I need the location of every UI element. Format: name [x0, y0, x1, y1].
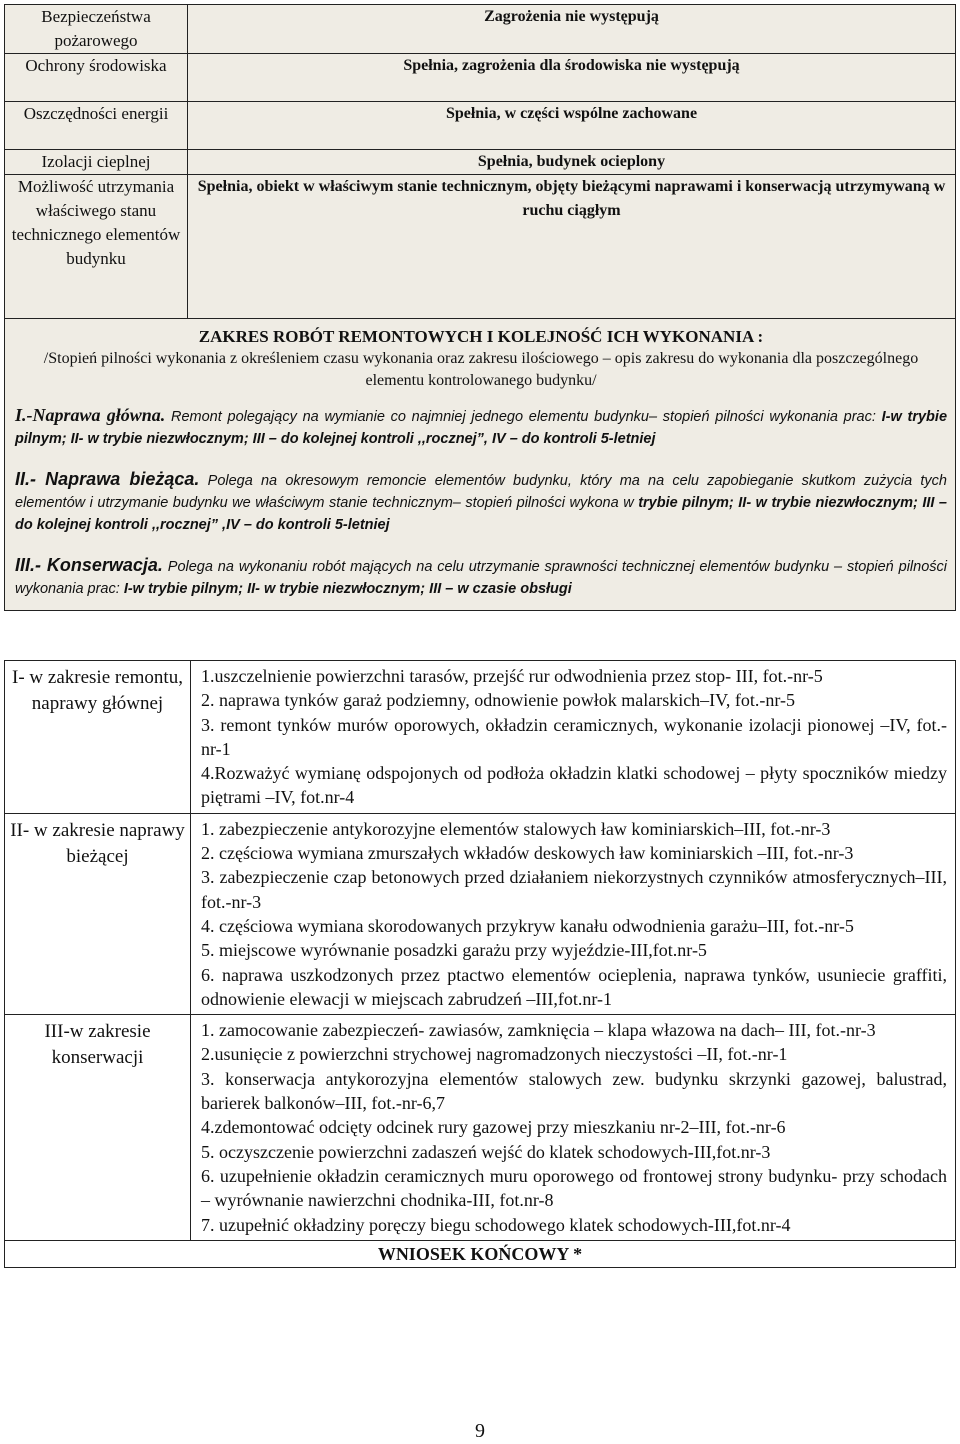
technical-requirements-table	[4, 4, 956, 611]
table-row	[5, 5, 956, 54]
works-category-label: III-w zakresie konserwacji	[5, 1015, 191, 1241]
list-item: 1. zamocowanie zabezpieczeń- zawiasów, zamknięcia – klapa włazowa na dach– III, fot.-nr-3	[201, 1020, 876, 1041]
list-item: 6. naprawa uszkodzonych przez ptactwo elementów ocieplenia, naprawa tynków, usuniecie graffiti, odnowienie elewacji w miejscach zabrudzeń –III,fot.nr-1	[201, 964, 947, 1009]
list-item: 4.Rozważyć wymianę odspojonych od podłoża okładzin klatki schodowej – płyty spoczników miedzy piętrami –IV, fot.nr-4	[201, 763, 947, 808]
list-item: 4. częściowa wymiana skorodowanych przykryw kanału odwodnienia garażu–III, fot.-nr-5	[201, 915, 854, 936]
list-item: 5. miejscowe wyrównanie posadzki garażu przy wyjeździe-III,fot.nr-5	[201, 940, 707, 961]
category-heading: II.- Naprawa bieżąca.	[15, 469, 200, 489]
table-row	[5, 1015, 956, 1241]
requirement-label: Ochrony środowiska	[5, 54, 188, 102]
list-item: 5. oczyszczenie powierzchni zadaszeń wejść do klatek schodowych-III,fot.nr-3	[201, 1141, 771, 1162]
scope-title: ZAKRES ROBÓT REMONTOWYCH I KOLEJNOŚĆ ICH WYKONANIA :	[198, 327, 764, 346]
list-item: 7. uzupełnić okładziny poręczy biegu schodowego klatek schodowych-III,fot.nr-4	[201, 1214, 791, 1235]
page-number: 9	[475, 1420, 485, 1442]
requirement-value: Spełnia, zagrożenia dla środowiska nie występują	[188, 54, 956, 102]
category-urgency: I-w trybie pilnym; II- w trybie niezwłocznym; III – w czasie obsługi	[123, 581, 572, 597]
works-category-label: II- w zakresie naprawy bieżącej	[5, 813, 191, 1014]
table-row	[5, 102, 956, 150]
requirement-label: Możliwość utrzymania właściwego stanu technicznego elementów budynku	[5, 175, 188, 319]
requirement-value: Spełnia, obiekt w właściwym stanie technicznym, objęty bieżącymi naprawami i konserwacją utrzymywaną w ruchu ciągłym	[188, 175, 956, 319]
requirement-value: Zagrożenia nie występują	[188, 5, 956, 54]
category-current-repair	[15, 468, 947, 536]
list-item: 2. częściowa wymiana zmurszałych wkładów deskowych ław kominiarskich –III, fot.-nr-3	[201, 843, 854, 864]
category-main-repair	[15, 404, 947, 450]
list-item: 6. uzupełnienie okładzin ceramicznych muru oporowego od frontowej strony budynku- przy schodach – wyrównanie nawierzchni chodnika-III, fot.nr-8	[201, 1165, 947, 1211]
table-row	[5, 661, 956, 814]
scope-subtitle: /Stopień pilności wykonania z określeniem czasu wykonania oraz zakresu ilościowego – opis zakresu do wykonania dla poszczególnego elementu kontrolowanego budynku/	[43, 350, 919, 389]
category-heading: III.- Konserwacja.	[15, 555, 163, 575]
works-list	[191, 1015, 956, 1241]
category-heading: I.-Naprawa główna.	[15, 405, 166, 425]
requirement-value: Spełnia, budynek ocieplony	[188, 150, 956, 175]
requirement-label: Izolacji cieplnej	[5, 150, 188, 175]
list-item: 3. zabezpieczenie czap betonowych przed działaniem niekorzystnych czynników atmosferycznych–III, fot.-nr-3	[201, 867, 947, 912]
works-list	[191, 813, 956, 1014]
list-item: 2. naprawa tynków garaż podziemny, odnowienie powłok malarskich–IV, fot.-nr-5	[201, 690, 795, 711]
works-table	[4, 660, 956, 1268]
conclusion-heading: WNIOSEK KOŃCOWY *	[5, 1240, 956, 1267]
requirement-label: Bezpieczeństwa pożarowego	[5, 5, 188, 54]
requirement-label: Oszczędności energii	[5, 102, 188, 150]
scope-section	[5, 319, 956, 611]
category-description: Polega na wykonaniu robót mających na celu utrzymanie sprawności technicznej elementów budynku – stopień pilności wykonania prac:	[15, 559, 947, 597]
works-list	[191, 661, 956, 814]
requirement-value: Spełnia, w części wspólne zachowane	[188, 102, 956, 150]
list-item: 1.uszczelnienie powierzchni tarasów, przejść rur odwodnienia przez stop- III, fot.-nr-5	[201, 666, 823, 686]
list-item: 4.zdemontować odcięty odcinek rury gazowej przy mieszkaniu nr-2–III, fot.-nr-6	[201, 1117, 786, 1138]
category-description: Polega na okresowym remoncie elementów budynku, który ma na celu zapobieganie skutkom zużycia tych elementów i utrzymanie budynku we właściwym stanie technicznym– stopień pilności wykona w	[15, 473, 947, 511]
table-row	[5, 1240, 956, 1267]
table-row	[5, 319, 956, 611]
table-row	[5, 54, 956, 102]
table-row	[5, 813, 956, 1014]
table-row	[5, 150, 956, 175]
category-urgency: trybie pilnym; II- w trybie niezwłocznym; III – do kolejnej kontroli ,,rocznej” ,IV – do kontroli 5-letniej	[15, 495, 947, 533]
list-item: 1. zabezpieczenie antykorozyjne elementów stalowych ław kominiarskich–III, fot.-nr-3	[201, 818, 831, 839]
list-item: 3. remont tynków murów oporowych, okładzin ceramicznych, wykonanie izolacji pionowej –IV, fot.-nr-1	[201, 714, 947, 759]
category-urgency: I-w trybie pilnym; II- w trybie niezwłocznym; III – do kolejnej kontroli ,,rocznej”, IV – do kontroli 5-letniej	[15, 409, 948, 447]
list-item: 3. konserwacja antykorozyjna elementów stalowych zew. budynku skrzynki gazowej, balustrad, barierek balkonów–III, fot.-nr-6,7	[201, 1068, 947, 1114]
category-maintenance	[15, 554, 947, 600]
works-category-label: I- w zakresie remontu, naprawy głównej	[5, 661, 191, 814]
list-item: 2.usunięcie z powierzchni strychowej nagromadzonych nieczystości –II, fot.-nr-1	[201, 1044, 788, 1065]
table-row	[5, 175, 956, 319]
category-description: Remont polegający na wymianie co najmniej jednego elementu budynku– stopień pilności wykonania prac:	[165, 409, 882, 425]
